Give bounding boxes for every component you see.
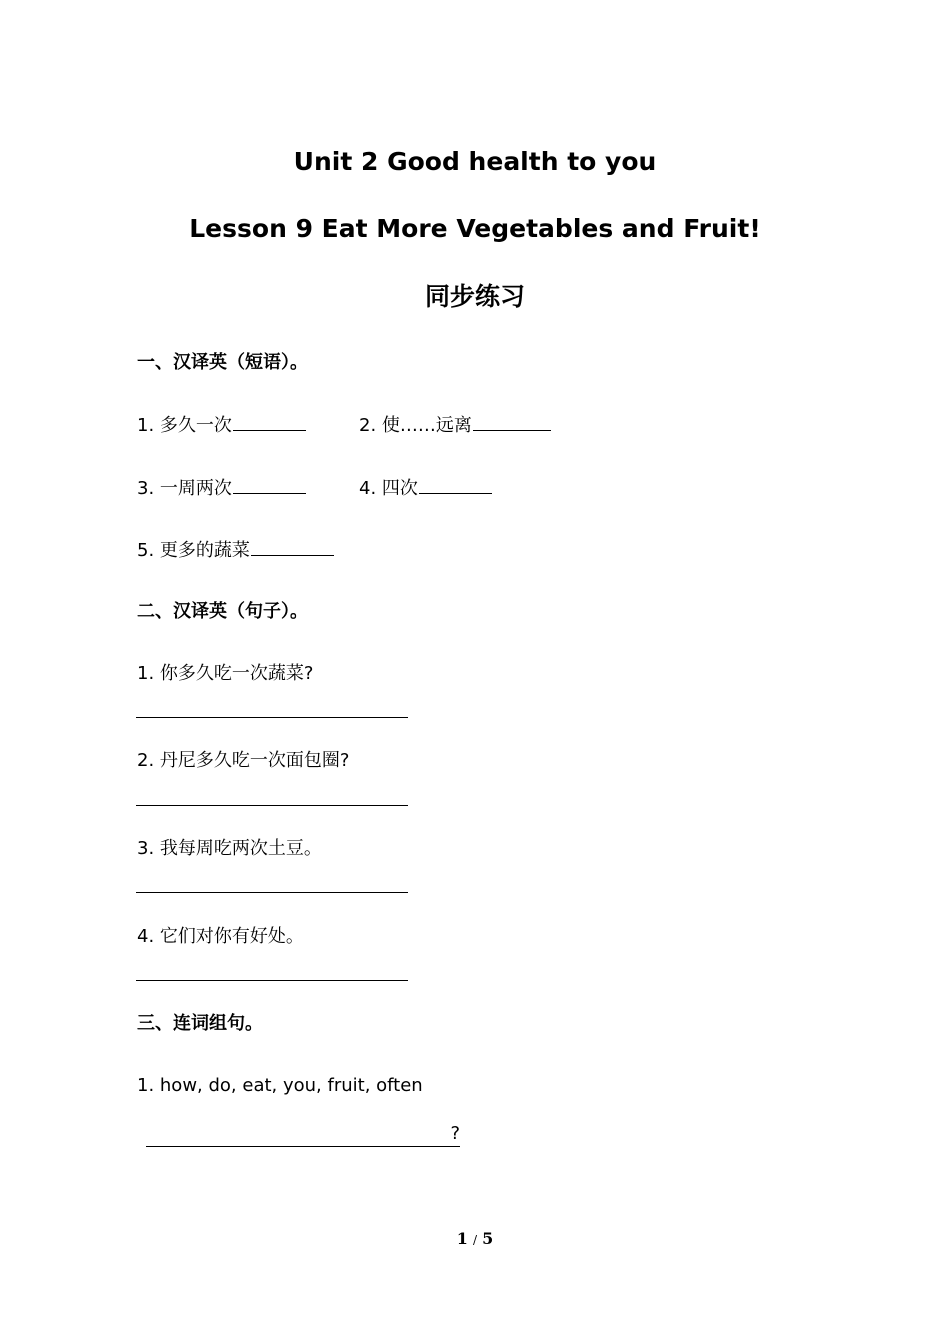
phrase-item-3 [137,476,306,501]
current-page: 1 [456,1229,468,1248]
phrase-item-4 [359,476,492,501]
phrase-item-1-blank[interactable] [233,413,306,431]
phrase-item-1-text: 1. 多久一次 [137,415,232,436]
phrase-item-3-blank[interactable] [233,476,306,494]
sentence-item-3: 3. 我每周吃两次土豆。 [137,838,322,859]
phrase-item-2-text: 2. 使……远离 [359,415,472,436]
worksheet-subtitle: 同步练习 [424,282,525,311]
sentence-item-4: 4. 它们对你有好处。 [137,926,304,947]
phrase-item-5-blank[interactable] [251,538,334,556]
sentence-2-answer-line[interactable] [136,805,408,806]
unit-title: Unit 2 Good health to you [293,147,657,176]
section-1-heading: 一、汉译英（短语）。 [137,352,308,373]
word-order-item-1: 1. how, do, eat, you, fruit, often [137,1075,423,1096]
page-separator: / [472,1233,478,1247]
phrase-item-2 [359,413,551,438]
phrase-item-4-blank[interactable] [419,476,492,494]
phrase-item-5-text: 5. 更多的蔬菜 [137,540,250,561]
section-3-heading: 三、连词组句。 [137,1013,263,1034]
phrase-item-2-blank[interactable] [473,413,551,431]
total-pages: 5 [482,1229,494,1248]
sentence-item-1: 1. 你多久吃一次蔬菜? [137,663,314,684]
phrase-item-3-text: 3. 一周两次 [137,478,232,499]
sentence-3-answer-line[interactable] [136,892,408,893]
lesson-title: Lesson 9 Eat More Vegetables and Fruit! [189,214,761,243]
section-2-heading: 二、汉译英（句子）。 [137,601,308,622]
page-number [0,1228,950,1251]
sentence-1-answer-line[interactable] [136,717,408,718]
sentence-item-2: 2. 丹尼多久吃一次面包圈? [137,750,350,771]
phrase-item-1 [137,413,306,438]
word-order-1-answer-line[interactable] [146,1122,460,1147]
question-mark: ? [450,1123,460,1144]
sentence-4-answer-line[interactable] [136,980,408,981]
phrase-item-5 [137,538,334,563]
phrase-item-4-text: 4. 四次 [359,478,418,499]
